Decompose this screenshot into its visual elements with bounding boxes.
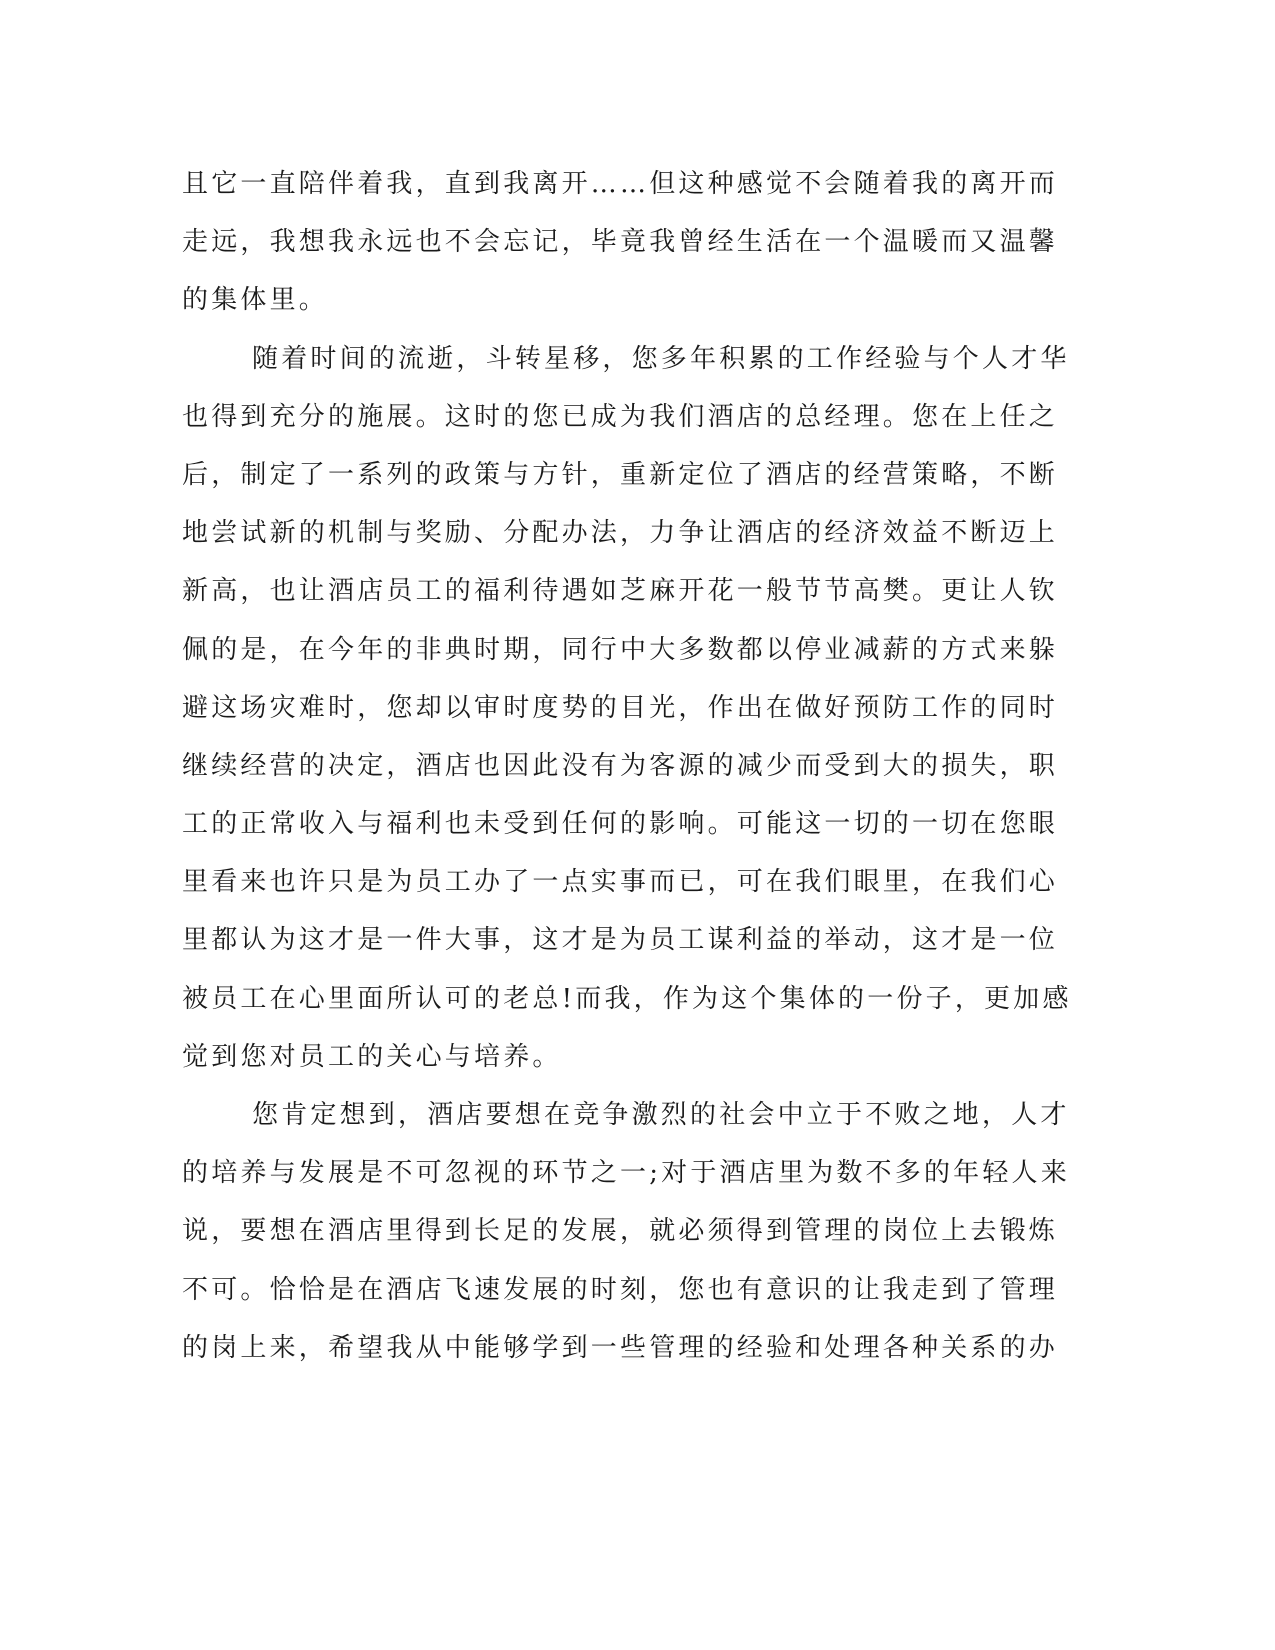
- text-line: 的培养与发展是不可忽视的环节之一;对于酒店里为数不多的年轻人来: [182, 1158, 1070, 1189]
- paragraph-first-line: 随着时间的流逝，斗转星移，您多年积累的工作经验与个人才华: [252, 343, 1070, 374]
- text-line: 佩的是，在今年的非典时期，同行中大多数都以停业减薪的方式来躲: [182, 634, 1059, 665]
- text-line: 说，要想在酒店里得到长足的发展，就必须得到管理的岗位上去锻炼: [182, 1216, 1059, 1247]
- body-text: [182, 155, 1072, 1377]
- text-line: 工的正常收入与福利也未受到任何的影响。可能这一切的一切在您眼: [182, 809, 1059, 840]
- text-line: 且它一直陪伴着我，直到我离开……但这种感觉不会随着我的离开而: [182, 169, 1059, 199]
- text-line: 地尝试新的机制与奖励、分配办法，力争让酒店的经济效益不断迈上: [182, 518, 1059, 549]
- text-line: 的岗上来，希望我从中能够学到一些管理的经验和处理各种关系的办: [182, 1332, 1059, 1363]
- text-line: 里看来也许只是为员工办了一点实事而已，可在我们眼里，在我们心: [182, 867, 1059, 898]
- text-line: 新高，也让酒店员工的福利待遇如芝麻开花一般节节高樊。更让人钦: [182, 576, 1059, 607]
- text-line: 后，制定了一系列的政策与方针，重新定位了酒店的经营策略，不断: [182, 459, 1059, 490]
- text-line: 避这场灾难时，您却以审时度势的目光，作出在做好预防工作的同时: [182, 692, 1059, 723]
- text-line: 也得到充分的施展。这时的您已成为我们酒店的总经理。您在上任之: [182, 401, 1059, 432]
- text-line: 继续经营的决定，酒店也因此没有为客源的减少而受到大的损失，职: [182, 750, 1059, 781]
- text-line: 觉到您对员工的关心与培养。: [182, 1041, 562, 1072]
- text-line: 的集体里。: [182, 285, 329, 316]
- text-line: 走远，我想我永远也不会忘记，毕竟我曾经生活在一个温暖而又温馨: [182, 227, 1059, 258]
- text-line: 里都认为这才是一件大事，这才是为员工谋利益的举动，这才是一位: [182, 925, 1059, 956]
- text-line: 不可。恰恰是在酒店飞速发展的时刻，您也有意识的让我走到了管理: [182, 1274, 1059, 1305]
- paragraph-first-line: 您肯定想到，酒店要想在竞争激烈的社会中立于不败之地，人才: [252, 1100, 1070, 1130]
- text-line: 被员工在心里面所认可的老总!而我，作为这个集体的一份子，更加感: [182, 983, 1072, 1014]
